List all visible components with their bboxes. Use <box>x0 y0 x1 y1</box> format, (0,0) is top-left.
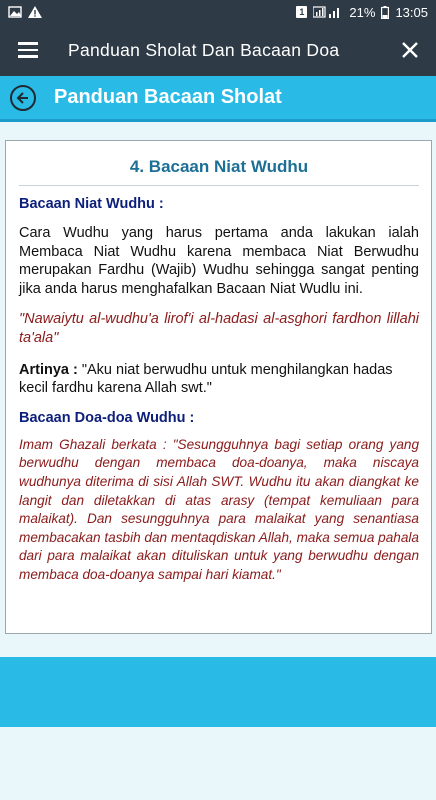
article-card <box>5 140 432 634</box>
translation <box>19 361 419 398</box>
back-button[interactable] <box>10 85 36 111</box>
close-button[interactable] <box>384 24 436 76</box>
app-bar <box>0 24 436 76</box>
battery-percent: 21% <box>349 4 376 20</box>
niat-transliteration: "Nawaiytu al-wudhu'a lirof'i al-hadasi al-asghori fardhon lillahi ta'ala" <box>19 311 419 346</box>
section-heading-doa: Bacaan Doa-doa Wudhu : <box>19 409 195 426</box>
bottom-area <box>0 727 436 800</box>
app-title: Panduan Sholat Dan Bacaan Doa <box>68 39 340 60</box>
clock: 13:05 <box>395 4 428 20</box>
footer-band <box>0 657 436 727</box>
page-title: Panduan Bacaan Sholat <box>54 86 282 108</box>
gallery-icon <box>8 6 22 18</box>
signal-icon <box>313 6 343 18</box>
article-title: 4. Bacaan Niat Wudhu <box>19 157 419 186</box>
status-left <box>8 6 42 18</box>
page-header <box>0 76 436 122</box>
content-area[interactable] <box>0 125 436 657</box>
close-icon <box>402 42 418 58</box>
sim-badge: 1 <box>296 6 307 18</box>
status-bar <box>0 0 436 24</box>
hamburger-icon <box>18 42 38 45</box>
section-heading-niat: Bacaan Niat Wudhu : <box>19 196 164 212</box>
warning-icon <box>28 6 42 18</box>
ghazali-quote: Imam Ghazali berkata : "Sesungguhnya bagi setiap orang yang berwudhu dengan membaca doa-doanya, maka niscaya wudhunya diterima di sisi Allah SWT. Wudhu itu akan diangkat ke langit dan diletakkan di atas arasy (tempat kemuliaan para malaikat). Dan sesungguhnya para malaikat yang senantiasa membacakan tasbih dan mentaqdiskan Allah, maka semua pahala dari para malaikat akan dituliskan untuk yang berwudhu dengan membaca doa-doanya sampai hari kiamat." <box>19 436 419 582</box>
back-arrow-icon <box>16 91 30 105</box>
status-right <box>296 5 428 20</box>
niat-description: Cara Wudhu yang harus pertama anda lakukan ialah Membaca Niat Wudhu karena membaca Niat Berwudhu merupakan Fardhu (Wajib) Wudhu sehingga sangat penting jika anda harus menghafalkan Bacaan Niat Wudlu ini. <box>19 225 419 297</box>
battery-icon <box>381 6 389 19</box>
menu-button[interactable] <box>0 24 56 76</box>
translation-text: "Aku niat berwudhu untuk menghilangkan hadas kecil fardhu karena Allah swt." <box>19 361 393 397</box>
translation-label: Artinya : <box>19 361 78 378</box>
